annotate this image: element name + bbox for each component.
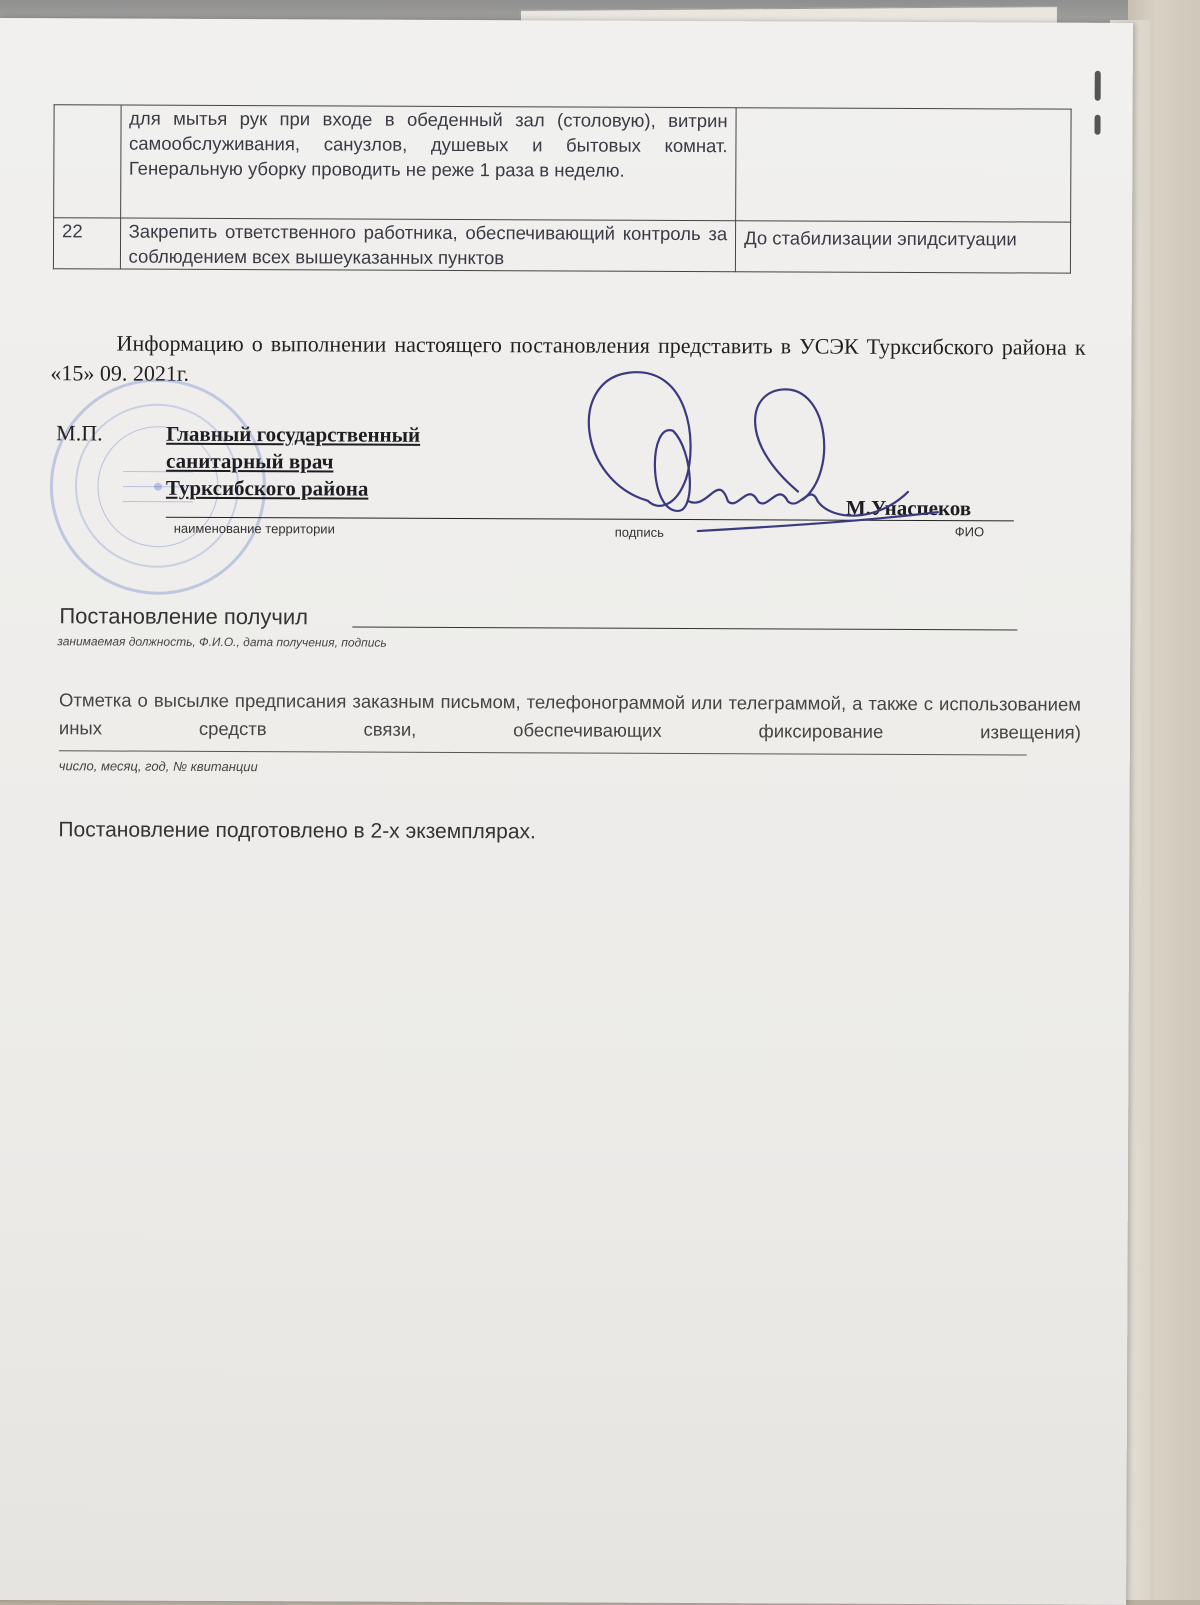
measures-table (53, 104, 1072, 273)
row-task: Закрепить ответственного работника, обеспечивающий контроль за соблюдением всех вышеуказанных пунктов (120, 218, 736, 272)
row-number: 22 (53, 218, 120, 269)
row-deadline (736, 108, 1071, 222)
clip-pin (1095, 71, 1101, 101)
received-line (352, 627, 1017, 631)
table-row (53, 218, 1070, 273)
official-title-line: Турксибского района (165, 475, 369, 501)
official-title-line: санитарный врач (166, 448, 334, 474)
dispatch-notice: Отметка о высылке предписания заказным письмом, телефонограммой или телеграммой, а также с использованием иных средств связи, обеспечивающих фиксирование извещения) (58, 689, 1082, 743)
notice-caption: число, месяц, год, № квитанции (58, 758, 258, 775)
notice-line (59, 750, 1027, 755)
received-label: Постановление получил (59, 603, 309, 630)
copies-note: Постановление подготовлено в 2-х экземплярах. (58, 818, 536, 844)
stamp-place-label: М.П. (56, 420, 103, 446)
caption-fio: ФИО (954, 524, 985, 540)
document-page (0, 18, 1133, 1605)
row-number (54, 105, 121, 218)
caption-signature: подпись (614, 524, 664, 540)
report-instruction: Информацию о выполнении настоящего постановления представить в УСЭК Турксибского района к «15» 09. 2021г. (50, 330, 1086, 386)
official-title (166, 421, 420, 503)
clip-pin (1095, 115, 1101, 135)
official-title-line: Главный государственный (166, 421, 421, 447)
row-deadline: До стабилизации эпидситуации (735, 221, 1070, 273)
table-row (54, 105, 1071, 222)
caption-territory: наименование территории (173, 520, 335, 537)
received-caption: занимаемая должность, Ф.И.О., дата получения, подпись (57, 634, 387, 650)
official-name: М.Унаспеков (845, 495, 972, 521)
row-task: для мытья рук при входе в обеденный зал (столовую), витрин самообслуживания, санузлов, душевых и бытовых комнат. Генеральную уборку проводить не реже 1 раза в неделю. (120, 105, 736, 221)
